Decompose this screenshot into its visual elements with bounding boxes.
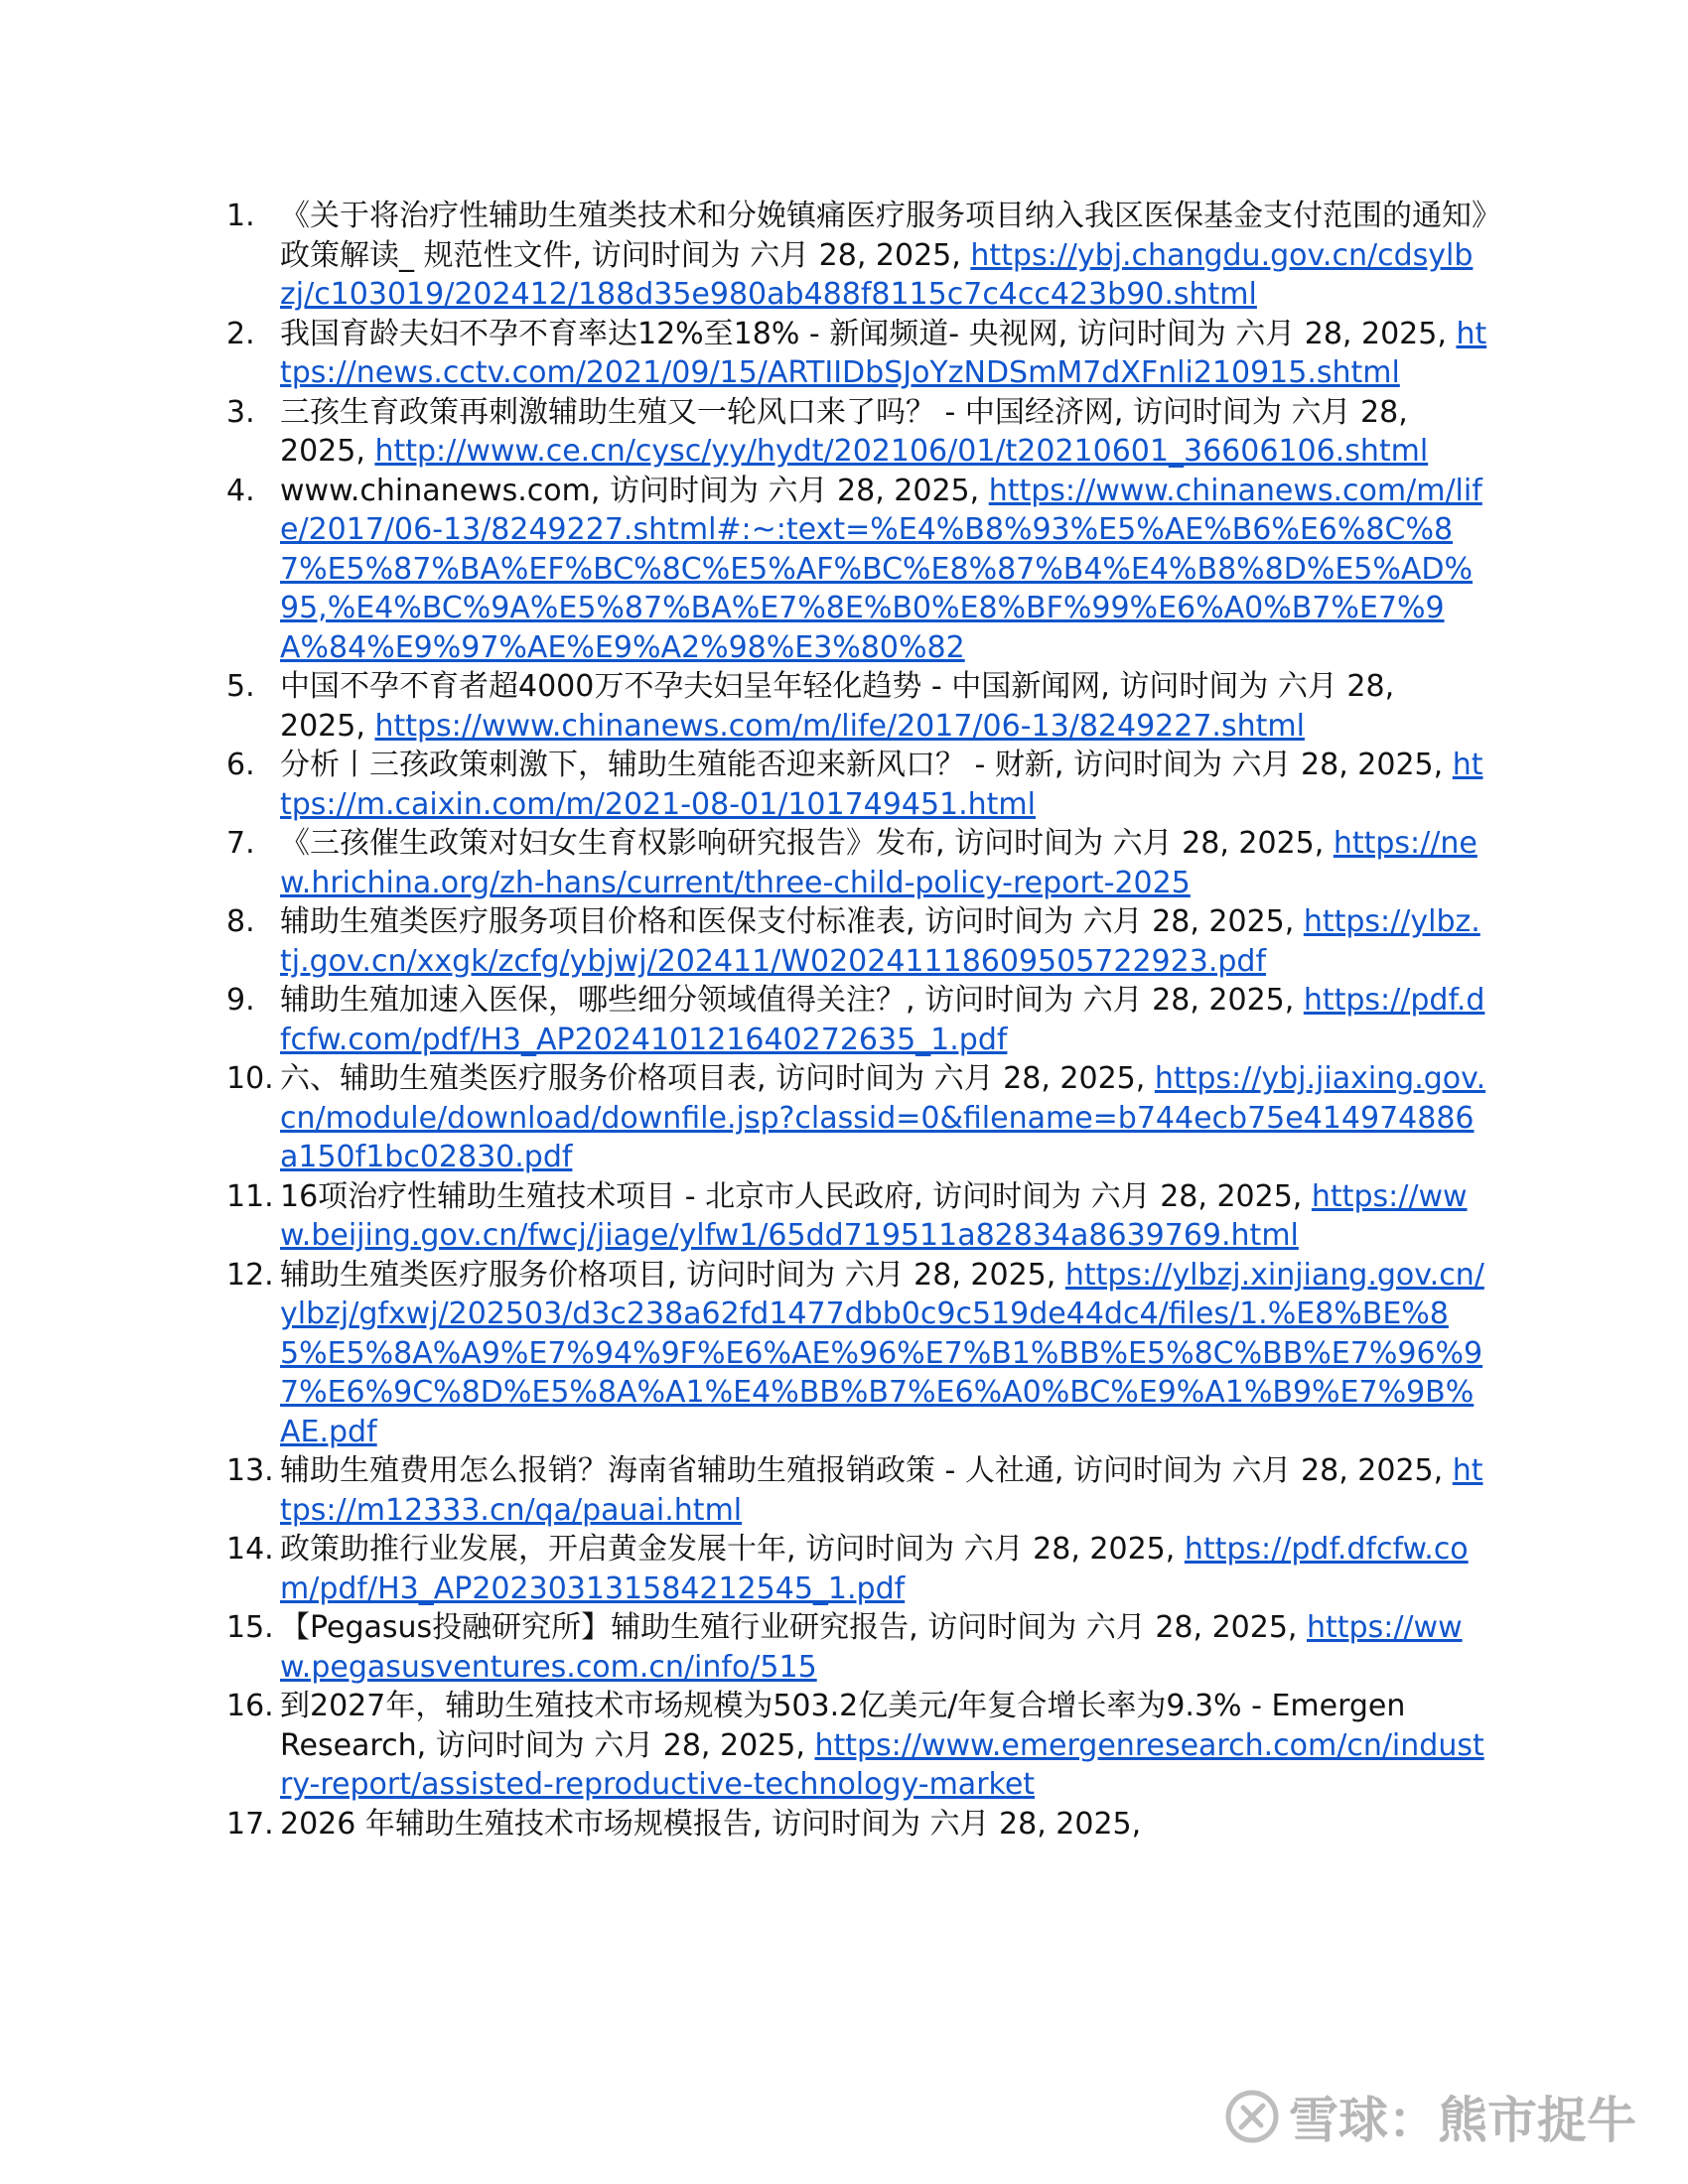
reference-body bbox=[280, 1805, 1487, 1844]
reference-link[interactable]: https://www.emergenresearch.com/cn/industry-report/assisted-reproductive-technology-market bbox=[280, 1727, 1484, 1802]
reference-item bbox=[226, 1177, 1487, 1256]
reference-item bbox=[226, 1256, 1487, 1452]
reference-title: 辅助生殖加速入医保，哪些细分领域值得关注？, 访问时间为 六月 28, 2025, bbox=[280, 983, 1295, 1018]
reference-body bbox=[280, 1256, 1487, 1452]
reference-item bbox=[226, 746, 1487, 824]
reference-number: 1. bbox=[226, 199, 255, 233]
reference-title: 16项治疗性辅助生殖技术项目 - 北京市人民政府, 访问时间为 六月 28, 2025, bbox=[280, 1178, 1303, 1214]
reference-title: 六、辅助生殖类医疗服务价格项目表, 访问时间为 六月 28, 2025, bbox=[280, 1061, 1146, 1096]
reference-body bbox=[280, 197, 1487, 315]
reference-link[interactable]: https://www.chinanews.com/m/life/2017/06-13/8249227.shtml bbox=[374, 708, 1305, 744]
reference-link[interactable]: https://www.chinanews.com/m/life/2017/06-13/8249227.shtml#:~:text=%E4%B8%93%E5%AE%B6%E6%8C%87%E5%87%BA%EF%BC%8C%E5%AF%BC%E8%87%B4%E4%B8%8D%E5%AD%95,%E4%BC%9A%E5%87%BA%E7%8E%B0%E8%BF%99%E6%A0%B7%E7%9A%84%E9%97%AE%E9%A2%98%E3%80%82 bbox=[280, 473, 1482, 665]
reference-list bbox=[226, 197, 1487, 1843]
reference-link[interactable]: https://m12333.cn/qa/pauai.html bbox=[280, 1453, 1483, 1528]
reference-title: 中国不孕不育者超4000万不孕夫妇呈年轻化趋势 - 中国新闻网, 访问时间为 六月 28, 2025, bbox=[280, 669, 1395, 744]
reference-item bbox=[226, 1451, 1487, 1530]
reference-body bbox=[280, 1177, 1487, 1256]
reference-number: 12. bbox=[226, 1257, 274, 1293]
reference-body bbox=[280, 667, 1487, 746]
reference-title: 辅助生殖费用怎么报销？海南省辅助生殖报销政策 - 人社通, 访问时间为 六月 28, 2025, bbox=[280, 1453, 1444, 1488]
reference-body bbox=[280, 472, 1487, 668]
reference-link[interactable]: https://m.caixin.com/m/2021-08-01/101749451.html bbox=[280, 748, 1483, 822]
reference-link[interactable]: https://new.hrichina.org/zh-hans/current/three-child-policy-report-2025 bbox=[280, 826, 1477, 900]
reference-body bbox=[280, 824, 1487, 902]
reference-title: 分析丨三孩政策刺激下，辅助生殖能否迎来新风口？ - 财新, 访问时间为 六月 28, 2025, bbox=[280, 748, 1444, 782]
reference-item bbox=[226, 1687, 1487, 1805]
reference-title: www.chinanews.com, 访问时间为 六月 28, 2025, bbox=[280, 473, 980, 508]
reference-number: 14. bbox=[226, 1532, 274, 1567]
reference-number: 2. bbox=[226, 316, 255, 351]
reference-link[interactable]: http://www.ce.cn/cysc/yy/hydt/202106/01/t20210601_36606106.shtml bbox=[374, 434, 1429, 469]
reference-link[interactable]: https://ylbz.tj.gov.cn/xxgk/zcfg/ybjwj/202411/W020241118609505722923.pdf bbox=[280, 904, 1480, 979]
reference-link[interactable]: https://news.cctv.com/2021/09/15/ARTIIDbSJoYzNDSmM7dXFnli210915.shtml bbox=[280, 316, 1487, 390]
reference-title: 《三孩催生政策对妇女生育权影响研究报告》发布, 访问时间为 六月 28, 2025, bbox=[280, 826, 1325, 861]
reference-item bbox=[226, 472, 1487, 668]
reference-link[interactable]: https://ybj.jiaxing.gov.cn/module/download/downfile.jsp?classid=0&filename=b744ecb75e414974886a150f1bc02830.pdf bbox=[280, 1061, 1486, 1174]
reference-title: 2026 年辅助生殖技术市场规模报告, 访问时间为 六月 28, 2025, bbox=[280, 1806, 1142, 1842]
reference-number: 6. bbox=[226, 748, 255, 782]
reference-link[interactable]: https://ylbzj.xinjiang.gov.cn/ylbzj/gfxwj/202503/d3c238a62fd1477dbb0c9c519de44dc4/files/1.%E8%BE%85%E5%8A%A9%E7%94%9F%E6%AE%96%E7%B1%BB%E5%8C%BB%E7%96%97%E6%9C%8D%E5%8A%A1%E4%BB%B7%E6%A0%BC%E9%A1%B9%E7%9B%AE.pdf bbox=[280, 1257, 1484, 1449]
reference-number: 7. bbox=[226, 826, 255, 861]
reference-link[interactable]: https://pdf.dfcfw.com/pdf/H3_AP202410121640272635_1.pdf bbox=[280, 983, 1485, 1057]
reference-number: 4. bbox=[226, 473, 255, 508]
reference-number: 16. bbox=[226, 1689, 274, 1723]
reference-link[interactable]: https://pdf.dfcfw.com/pdf/H3_AP202303131584212545_1.pdf bbox=[280, 1532, 1469, 1606]
reference-title: 【Pegasus投融研究所】辅助生殖行业研究报告, 访问时间为 六月 28, 2025, bbox=[280, 1610, 1298, 1645]
reference-number: 15. bbox=[226, 1610, 274, 1645]
reference-item bbox=[226, 197, 1487, 315]
reference-body bbox=[280, 315, 1487, 393]
reference-title: 到2027年，辅助生殖技术市场规模为503.2亿美元/年复合增长率为9.3% - Emergen Research, 访问时间为 六月 28, 2025, bbox=[280, 1689, 1406, 1763]
reference-number: 13. bbox=[226, 1453, 274, 1488]
reference-body bbox=[280, 1451, 1487, 1530]
reference-body bbox=[280, 981, 1487, 1059]
reference-title: 辅助生殖类医疗服务价格项目, 访问时间为 六月 28, 2025, bbox=[280, 1257, 1056, 1293]
snowball-logo-icon bbox=[1225, 2090, 1279, 2143]
reference-number: 8. bbox=[226, 904, 255, 939]
reference-number: 11. bbox=[226, 1178, 274, 1214]
watermark bbox=[1225, 2081, 1636, 2152]
reference-item bbox=[226, 1608, 1487, 1687]
reference-body bbox=[280, 393, 1487, 472]
reference-item bbox=[226, 1059, 1487, 1177]
reference-item bbox=[226, 824, 1487, 902]
reference-title: 我国育龄夫妇不孕不育率达12%至18% - 新闻频道- 央视网, 访问时间为 六月 28, 2025, bbox=[280, 316, 1447, 351]
reference-number: 17. bbox=[226, 1806, 274, 1842]
reference-item bbox=[226, 981, 1487, 1059]
reference-link[interactable]: https://www.pegasusventures.com.cn/info/515 bbox=[280, 1610, 1463, 1685]
reference-body bbox=[280, 1530, 1487, 1608]
reference-link[interactable]: https://ybj.changdu.gov.cn/cdsylbzj/c103019/202412/188d35e980ab488f8115c7c4cc423b90.shtml bbox=[280, 237, 1474, 312]
reference-link[interactable]: https://www.beijing.gov.cn/fwcj/jiage/ylfw1/65dd719511a82834a8639769.html bbox=[280, 1178, 1468, 1253]
reference-body bbox=[280, 746, 1487, 824]
watermark-text: 雪球：熊市捉牛 bbox=[1289, 2092, 1636, 2149]
reference-number: 3. bbox=[226, 394, 255, 430]
reference-item bbox=[226, 315, 1487, 393]
reference-title: 政策助推行业发展，开启黄金发展十年, 访问时间为 六月 28, 2025, bbox=[280, 1532, 1176, 1567]
reference-item bbox=[226, 1530, 1487, 1608]
reference-title: 《关于将治疗性辅助生殖类技术和分娩镇痛医疗服务项目纳入我区医保基金支付范围的通知》政策解读_ 规范性文件, 访问时间为 六月 28, 2025, bbox=[280, 199, 1486, 273]
reference-number: 5. bbox=[226, 669, 255, 704]
reference-item bbox=[226, 1805, 1487, 1844]
reference-body bbox=[280, 1687, 1487, 1805]
reference-title: 三孩生育政策再刺激辅助生殖又一轮风口来了吗？ - 中国经济网, 访问时间为 六月 28, 2025, bbox=[280, 394, 1408, 469]
reference-item bbox=[226, 667, 1487, 746]
reference-title: 辅助生殖类医疗服务项目价格和医保支付标准表, 访问时间为 六月 28, 2025, bbox=[280, 904, 1295, 939]
reference-body bbox=[280, 1059, 1487, 1177]
reference-item bbox=[226, 393, 1487, 472]
reference-body bbox=[280, 1608, 1487, 1687]
reference-item bbox=[226, 902, 1487, 981]
reference-number: 9. bbox=[226, 983, 255, 1018]
reference-number: 10. bbox=[226, 1061, 274, 1096]
reference-body bbox=[280, 902, 1487, 981]
